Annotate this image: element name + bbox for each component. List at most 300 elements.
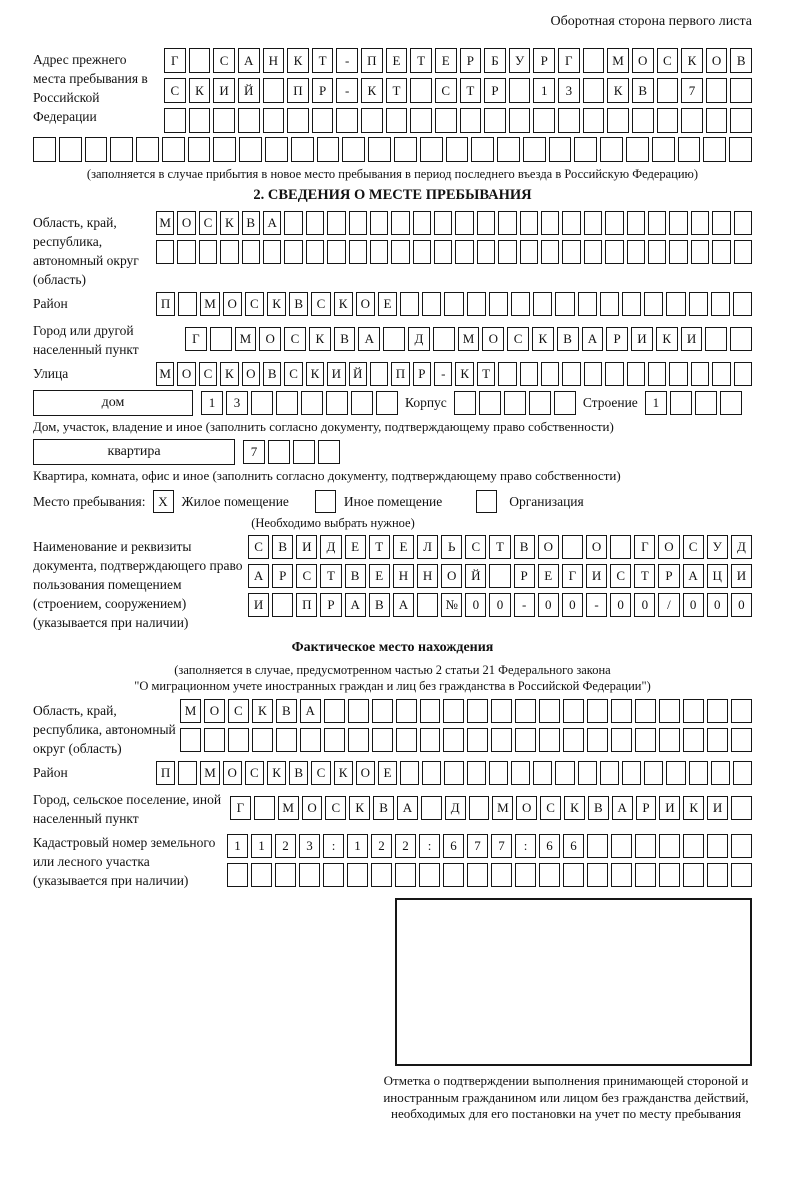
char-box[interactable]: Е — [378, 292, 397, 316]
char-box[interactable]: И — [213, 78, 235, 103]
char-box[interactable] — [731, 728, 752, 752]
char-box[interactable] — [712, 240, 730, 264]
char-box[interactable] — [386, 108, 408, 133]
char-box[interactable]: Р — [636, 796, 657, 820]
char-box[interactable] — [533, 761, 552, 785]
char-box[interactable]: И — [631, 327, 653, 351]
char-box[interactable]: В — [345, 564, 366, 588]
char-box[interactable] — [361, 108, 383, 133]
char-box[interactable] — [734, 362, 752, 386]
char-box[interactable] — [467, 728, 488, 752]
house-type-box[interactable]: дом — [33, 390, 193, 416]
char-box[interactable]: 3 — [558, 78, 580, 103]
char-box[interactable] — [707, 699, 728, 723]
char-box[interactable] — [396, 699, 417, 723]
char-box[interactable] — [520, 211, 538, 235]
char-box[interactable] — [554, 391, 576, 415]
char-box[interactable]: А — [612, 796, 633, 820]
char-box[interactable] — [610, 535, 631, 559]
char-box[interactable] — [238, 108, 260, 133]
char-box[interactable] — [306, 211, 324, 235]
char-box[interactable]: Н — [263, 48, 285, 73]
char-box[interactable]: К — [267, 761, 286, 785]
char-box[interactable] — [351, 391, 373, 415]
char-box[interactable] — [443, 863, 464, 887]
char-box[interactable]: П — [287, 78, 309, 103]
char-box[interactable]: У — [509, 48, 531, 73]
char-box[interactable] — [400, 292, 419, 316]
char-box[interactable] — [611, 728, 632, 752]
char-box[interactable] — [600, 292, 619, 316]
char-box[interactable] — [541, 362, 559, 386]
char-box[interactable]: К — [607, 78, 629, 103]
char-box[interactable] — [497, 137, 520, 162]
char-box[interactable] — [632, 108, 654, 133]
char-box[interactable] — [563, 728, 584, 752]
char-box[interactable] — [284, 240, 302, 264]
char-box[interactable] — [691, 211, 709, 235]
char-box[interactable] — [324, 699, 345, 723]
char-box[interactable] — [644, 761, 663, 785]
char-box[interactable] — [136, 137, 159, 162]
char-box[interactable]: К — [455, 362, 473, 386]
char-box[interactable] — [563, 699, 584, 723]
char-box[interactable]: М — [156, 362, 174, 386]
char-box[interactable]: Г — [185, 327, 207, 351]
char-box[interactable]: В — [369, 593, 390, 617]
char-box[interactable] — [213, 108, 235, 133]
char-box[interactable] — [177, 240, 195, 264]
char-box[interactable] — [529, 391, 551, 415]
char-box[interactable]: 0 — [731, 593, 752, 617]
char-box[interactable] — [622, 761, 641, 785]
char-box[interactable]: А — [300, 699, 321, 723]
char-box[interactable] — [444, 292, 463, 316]
char-box[interactable]: Е — [386, 48, 408, 73]
char-box[interactable]: Т — [410, 48, 432, 73]
char-box[interactable] — [263, 240, 281, 264]
char-box[interactable] — [420, 699, 441, 723]
char-box[interactable]: К — [361, 78, 383, 103]
char-box[interactable]: К — [220, 211, 238, 235]
char-box[interactable] — [683, 863, 704, 887]
char-box[interactable] — [413, 240, 431, 264]
char-box[interactable]: М — [607, 48, 629, 73]
char-box[interactable] — [242, 240, 260, 264]
char-box[interactable] — [300, 728, 321, 752]
char-box[interactable]: 1 — [533, 78, 555, 103]
char-box[interactable] — [607, 108, 629, 133]
char-box[interactable]: Е — [393, 535, 414, 559]
char-box[interactable] — [648, 211, 666, 235]
char-box[interactable] — [498, 211, 516, 235]
char-box[interactable]: К — [564, 796, 585, 820]
char-box[interactable] — [276, 391, 298, 415]
char-box[interactable] — [395, 863, 416, 887]
char-box[interactable] — [562, 211, 580, 235]
char-box[interactable] — [689, 761, 708, 785]
char-box[interactable] — [348, 728, 369, 752]
char-box[interactable] — [635, 728, 656, 752]
char-box[interactable] — [729, 137, 752, 162]
char-box[interactable] — [627, 362, 645, 386]
char-box[interactable] — [228, 728, 249, 752]
char-box[interactable] — [251, 391, 273, 415]
char-box[interactable] — [421, 796, 442, 820]
char-box[interactable] — [734, 211, 752, 235]
char-box[interactable]: С — [311, 292, 330, 316]
char-box[interactable] — [433, 327, 455, 351]
checkbox-residential[interactable]: X — [153, 490, 174, 513]
char-box[interactable] — [434, 211, 452, 235]
char-box[interactable] — [164, 108, 186, 133]
char-box[interactable] — [471, 137, 494, 162]
char-box[interactable]: Б — [484, 48, 506, 73]
char-box[interactable] — [435, 108, 457, 133]
char-box[interactable]: И — [327, 362, 345, 386]
char-box[interactable] — [689, 292, 708, 316]
char-box[interactable]: Р — [413, 362, 431, 386]
char-box[interactable]: : — [515, 834, 536, 858]
char-box[interactable] — [59, 137, 82, 162]
char-box[interactable] — [584, 240, 602, 264]
char-box[interactable] — [460, 108, 482, 133]
char-box[interactable] — [627, 240, 645, 264]
char-box[interactable] — [734, 240, 752, 264]
char-box[interactable] — [293, 440, 315, 464]
char-box[interactable] — [584, 362, 602, 386]
char-box[interactable] — [291, 137, 314, 162]
char-box[interactable]: 0 — [489, 593, 510, 617]
char-box[interactable]: А — [238, 48, 260, 73]
char-box[interactable]: 3 — [299, 834, 320, 858]
char-box[interactable] — [275, 863, 296, 887]
char-box[interactable]: 1 — [227, 834, 248, 858]
char-box[interactable]: П — [156, 761, 175, 785]
char-box[interactable] — [730, 327, 752, 351]
char-box[interactable] — [251, 863, 272, 887]
char-box[interactable]: Е — [538, 564, 559, 588]
char-box[interactable]: О — [356, 292, 375, 316]
char-box[interactable]: С — [657, 48, 679, 73]
char-box[interactable] — [467, 761, 486, 785]
char-box[interactable] — [711, 761, 730, 785]
char-box[interactable]: С — [245, 292, 264, 316]
char-box[interactable] — [323, 863, 344, 887]
char-box[interactable] — [635, 834, 656, 858]
char-box[interactable]: Ь — [441, 535, 462, 559]
char-box[interactable] — [178, 292, 197, 316]
char-box[interactable]: Н — [393, 564, 414, 588]
char-box[interactable] — [263, 78, 285, 103]
char-box[interactable]: О — [223, 292, 242, 316]
char-box[interactable] — [627, 211, 645, 235]
char-box[interactable]: К — [681, 48, 703, 73]
char-box[interactable]: И — [659, 796, 680, 820]
char-box[interactable]: - — [336, 48, 358, 73]
char-box[interactable]: Р — [606, 327, 628, 351]
char-box[interactable]: О — [632, 48, 654, 73]
char-box[interactable] — [587, 863, 608, 887]
char-box[interactable]: С — [683, 535, 704, 559]
char-box[interactable]: Д — [408, 327, 430, 351]
char-box[interactable]: В — [730, 48, 752, 73]
char-box[interactable] — [327, 211, 345, 235]
char-box[interactable]: В — [632, 78, 654, 103]
char-box[interactable] — [578, 292, 597, 316]
char-box[interactable] — [443, 728, 464, 752]
char-box[interactable]: В — [373, 796, 394, 820]
char-box[interactable] — [669, 362, 687, 386]
char-box[interactable]: М — [156, 211, 174, 235]
char-box[interactable]: С — [296, 564, 317, 588]
char-box[interactable] — [189, 48, 211, 73]
char-box[interactable] — [666, 292, 685, 316]
char-box[interactable] — [227, 863, 248, 887]
char-box[interactable] — [511, 292, 530, 316]
char-box[interactable] — [306, 240, 324, 264]
char-box[interactable] — [611, 834, 632, 858]
char-box[interactable]: Р — [484, 78, 506, 103]
char-box[interactable] — [659, 728, 680, 752]
char-box[interactable] — [188, 137, 211, 162]
char-box[interactable]: М — [278, 796, 299, 820]
char-box[interactable] — [509, 108, 531, 133]
char-box[interactable] — [220, 240, 238, 264]
char-box[interactable] — [318, 440, 340, 464]
char-box[interactable]: И — [681, 327, 703, 351]
char-box[interactable] — [555, 292, 574, 316]
char-box[interactable] — [520, 362, 538, 386]
char-box[interactable] — [626, 137, 649, 162]
char-box[interactable] — [265, 137, 288, 162]
char-box[interactable]: 7 — [467, 834, 488, 858]
char-box[interactable]: И — [707, 796, 728, 820]
char-box[interactable]: О — [356, 761, 375, 785]
char-box[interactable]: 1 — [347, 834, 368, 858]
char-box[interactable] — [691, 240, 709, 264]
char-box[interactable] — [156, 240, 174, 264]
char-box[interactable]: Е — [435, 48, 457, 73]
char-box[interactable]: Й — [238, 78, 260, 103]
char-box[interactable] — [669, 211, 687, 235]
char-box[interactable] — [372, 699, 393, 723]
char-box[interactable] — [657, 108, 679, 133]
char-box[interactable]: И — [248, 593, 269, 617]
char-box[interactable]: С — [311, 761, 330, 785]
char-box[interactable]: О — [302, 796, 323, 820]
char-box[interactable]: 1 — [251, 834, 272, 858]
char-box[interactable] — [611, 863, 632, 887]
checkbox-other-premises[interactable] — [315, 490, 336, 513]
char-box[interactable]: О — [586, 535, 607, 559]
char-box[interactable] — [691, 362, 709, 386]
char-box[interactable] — [659, 699, 680, 723]
char-box[interactable] — [730, 108, 752, 133]
char-box[interactable]: Г — [634, 535, 655, 559]
char-box[interactable]: Е — [345, 535, 366, 559]
char-box[interactable]: Д — [445, 796, 466, 820]
char-box[interactable]: С — [164, 78, 186, 103]
char-box[interactable] — [180, 728, 201, 752]
char-box[interactable] — [348, 699, 369, 723]
char-box[interactable]: - — [336, 78, 358, 103]
char-box[interactable]: С — [284, 362, 302, 386]
char-box[interactable]: С — [199, 362, 217, 386]
char-box[interactable] — [336, 108, 358, 133]
char-box[interactable] — [317, 137, 340, 162]
char-box[interactable]: - — [514, 593, 535, 617]
char-box[interactable] — [479, 391, 501, 415]
char-box[interactable]: И — [586, 564, 607, 588]
char-box[interactable] — [541, 211, 559, 235]
char-box[interactable]: - — [586, 593, 607, 617]
char-box[interactable]: 6 — [443, 834, 464, 858]
char-box[interactable] — [605, 240, 623, 264]
char-box[interactable] — [622, 292, 641, 316]
char-box[interactable] — [420, 137, 443, 162]
char-box[interactable]: В — [242, 211, 260, 235]
char-box[interactable] — [301, 391, 323, 415]
char-box[interactable] — [372, 728, 393, 752]
char-box[interactable]: К — [532, 327, 554, 351]
char-box[interactable]: С — [610, 564, 631, 588]
char-box[interactable] — [683, 728, 704, 752]
char-box[interactable] — [558, 108, 580, 133]
char-box[interactable] — [370, 211, 388, 235]
char-box[interactable] — [213, 137, 236, 162]
char-box[interactable] — [703, 137, 726, 162]
char-box[interactable] — [720, 391, 742, 415]
char-box[interactable] — [252, 728, 273, 752]
char-box[interactable]: Й — [465, 564, 486, 588]
char-box[interactable] — [706, 108, 728, 133]
char-box[interactable] — [584, 211, 602, 235]
char-box[interactable] — [477, 240, 495, 264]
char-box[interactable] — [683, 834, 704, 858]
char-box[interactable]: Т — [369, 535, 390, 559]
char-box[interactable] — [681, 108, 703, 133]
char-box[interactable]: П — [156, 292, 175, 316]
char-box[interactable] — [491, 699, 512, 723]
char-box[interactable] — [707, 863, 728, 887]
char-box[interactable]: А — [683, 564, 704, 588]
char-box[interactable] — [268, 440, 290, 464]
char-box[interactable] — [391, 240, 409, 264]
char-box[interactable]: А — [393, 593, 414, 617]
char-box[interactable]: М — [492, 796, 513, 820]
char-box[interactable]: М — [180, 699, 201, 723]
char-box[interactable]: К — [334, 761, 353, 785]
char-box[interactable]: М — [458, 327, 480, 351]
char-box[interactable] — [370, 362, 388, 386]
char-box[interactable] — [523, 137, 546, 162]
char-box[interactable]: В — [276, 699, 297, 723]
char-box[interactable] — [394, 137, 417, 162]
char-box[interactable] — [711, 292, 730, 316]
char-box[interactable]: 0 — [634, 593, 655, 617]
char-box[interactable] — [705, 327, 727, 351]
char-box[interactable] — [635, 863, 656, 887]
char-box[interactable] — [549, 137, 572, 162]
char-box[interactable]: К — [309, 327, 331, 351]
char-box[interactable]: К — [334, 292, 353, 316]
char-box[interactable]: В — [289, 761, 308, 785]
char-box[interactable]: Р — [514, 564, 535, 588]
char-box[interactable] — [605, 362, 623, 386]
char-box[interactable]: - — [434, 362, 452, 386]
char-box[interactable]: Л — [417, 535, 438, 559]
char-box[interactable] — [730, 78, 752, 103]
char-box[interactable] — [498, 240, 516, 264]
char-box[interactable]: Е — [378, 761, 397, 785]
char-box[interactable]: В — [263, 362, 281, 386]
char-box[interactable]: К — [252, 699, 273, 723]
char-box[interactable]: В — [514, 535, 535, 559]
char-box[interactable] — [204, 728, 225, 752]
char-box[interactable]: Р — [658, 564, 679, 588]
char-box[interactable] — [670, 391, 692, 415]
char-box[interactable]: 6 — [563, 834, 584, 858]
char-box[interactable]: С — [465, 535, 486, 559]
char-box[interactable]: 7 — [681, 78, 703, 103]
char-box[interactable] — [583, 78, 605, 103]
char-box[interactable]: Ц — [707, 564, 728, 588]
char-box[interactable]: С — [199, 211, 217, 235]
char-box[interactable] — [324, 728, 345, 752]
char-box[interactable] — [434, 240, 452, 264]
char-box[interactable] — [210, 327, 232, 351]
char-box[interactable]: Р — [272, 564, 293, 588]
char-box[interactable] — [349, 240, 367, 264]
char-box[interactable] — [731, 796, 752, 820]
char-box[interactable] — [539, 863, 560, 887]
char-box[interactable] — [520, 240, 538, 264]
char-box[interactable]: 2 — [371, 834, 392, 858]
char-box[interactable] — [455, 211, 473, 235]
char-box[interactable] — [491, 863, 512, 887]
char-box[interactable] — [678, 137, 701, 162]
char-box[interactable]: Р — [320, 593, 341, 617]
char-box[interactable]: П — [361, 48, 383, 73]
char-box[interactable] — [587, 699, 608, 723]
char-box[interactable] — [342, 137, 365, 162]
char-box[interactable]: Т — [320, 564, 341, 588]
char-box[interactable]: О — [706, 48, 728, 73]
char-box[interactable]: Т — [489, 535, 510, 559]
char-box[interactable]: С — [540, 796, 561, 820]
char-box[interactable] — [467, 863, 488, 887]
char-box[interactable]: К — [220, 362, 238, 386]
char-box[interactable] — [396, 728, 417, 752]
char-box[interactable] — [410, 108, 432, 133]
char-box[interactable]: А — [263, 211, 281, 235]
char-box[interactable] — [563, 863, 584, 887]
char-box[interactable] — [600, 761, 619, 785]
char-box[interactable] — [733, 292, 752, 316]
char-box[interactable]: О — [223, 761, 242, 785]
char-box[interactable]: О — [259, 327, 281, 351]
char-box[interactable] — [85, 137, 108, 162]
char-box[interactable]: С — [245, 761, 264, 785]
char-box[interactable]: К — [656, 327, 678, 351]
char-box[interactable] — [648, 240, 666, 264]
char-box[interactable]: 0 — [707, 593, 728, 617]
char-box[interactable] — [733, 761, 752, 785]
char-box[interactable]: В — [588, 796, 609, 820]
char-box[interactable] — [707, 728, 728, 752]
char-box[interactable] — [498, 362, 516, 386]
